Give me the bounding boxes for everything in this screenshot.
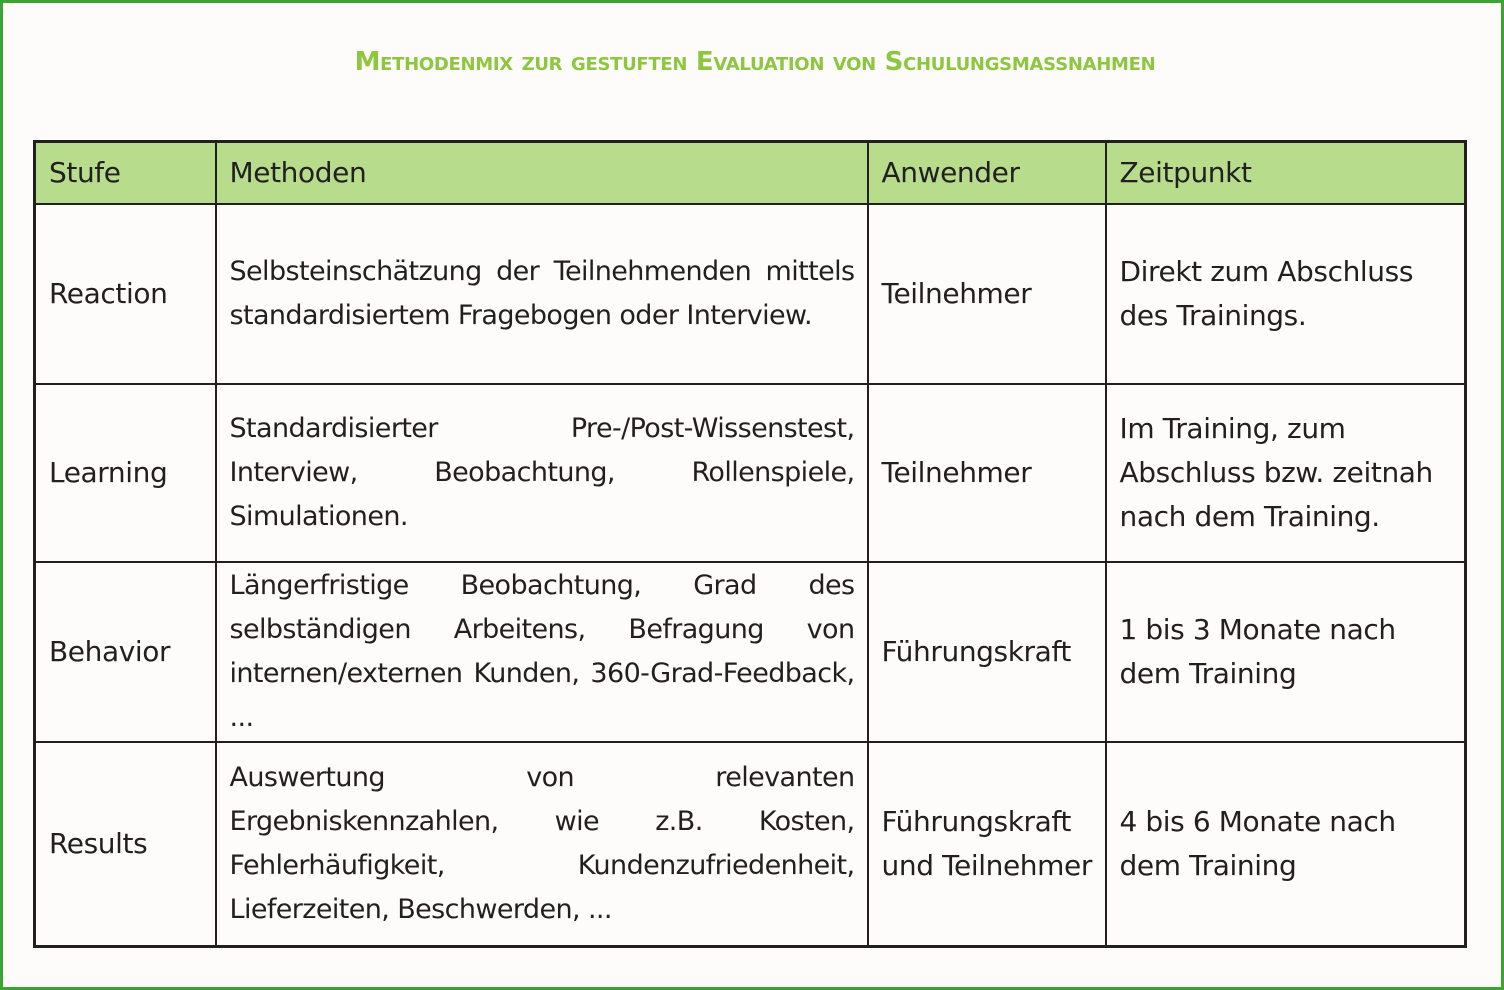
cell-zeitpunkt: Im Training, zum Abschluss bzw. zeitnah nach dem Training. (1106, 384, 1466, 562)
cell-methoden: Standardisierter Pre-/Post-Wissenstest, Interview, Beobachtung, Rollenspiele, Simulationen. (216, 384, 868, 562)
evaluation-table (33, 140, 1467, 948)
table-row (35, 204, 1466, 384)
cell-methoden: Längerfristige Beobachtung, Grad des selbständigen Arbeitens, Befragung von internen/externen Kunden, 360-Grad-Feedback, ... (216, 562, 868, 742)
table-row (35, 562, 1466, 742)
column-header-stufe: Stufe (35, 142, 216, 204)
column-header-zeitpunkt: Zeitpunkt (1106, 142, 1466, 204)
table-header-row (35, 142, 1466, 204)
cell-zeitpunkt: 1 bis 3 Monate nach dem Training (1106, 562, 1466, 742)
cell-anwender: Teilnehmer (868, 384, 1106, 562)
cell-stufe: Reaction (35, 204, 216, 384)
table-row (35, 742, 1466, 947)
cell-anwender: Teilnehmer (868, 204, 1106, 384)
cell-anwender: Führungskraft und Teilnehmer (868, 742, 1106, 947)
cell-zeitpunkt: Direkt zum Abschluss des Trainings. (1106, 204, 1466, 384)
cell-stufe: Behavior (35, 562, 216, 742)
column-header-anwender: Anwender (868, 142, 1106, 204)
cell-methoden: Auswertung von relevanten Ergebniskennzahlen, wie z.B. Kosten, Fehlerhäufigkeit, Kundenzufriedenheit, Lieferzeiten, Beschwerden, ... (216, 742, 868, 947)
cell-anwender: Führungskraft (868, 562, 1106, 742)
column-header-methoden: Methoden (216, 142, 868, 204)
cell-zeitpunkt: 4 bis 6 Monate nach dem Training (1106, 742, 1466, 947)
cell-methoden: Selbsteinschätzung der Teilnehmenden mittels standardisiertem Fragebogen oder Interview. (216, 204, 868, 384)
table-row (35, 384, 1466, 562)
cell-stufe: Results (35, 742, 216, 947)
cell-stufe: Learning (35, 384, 216, 562)
page-title: Methodenmix zur gestuften Evaluation von Schulungsmaßnahmen (354, 47, 1156, 77)
